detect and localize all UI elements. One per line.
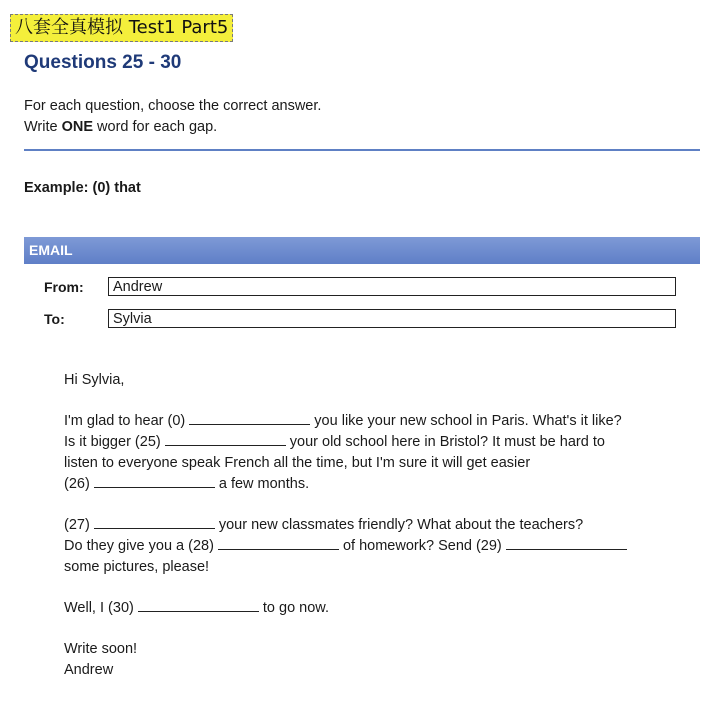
body-text: (27): [64, 517, 94, 533]
paragraph-1: [64, 411, 704, 495]
gap-30-blank: [138, 600, 259, 612]
divider: [24, 149, 700, 151]
body-text: a few months.: [214, 476, 310, 492]
paragraph-2: [64, 515, 704, 578]
gap-25-blank: [165, 434, 286, 446]
body-text: you like your new school in Paris. What's it like?: [310, 413, 622, 429]
body-text: some pictures, please!: [64, 559, 210, 575]
from-label: From:: [44, 279, 84, 295]
gap-26-blank: [94, 476, 215, 488]
signature: Andrew: [64, 662, 114, 678]
email-header-bar: [24, 237, 700, 264]
email-bar-label: EMAIL: [29, 242, 73, 258]
body-text: your old school here in Bristol? It must be hard to: [285, 434, 605, 450]
gap-27-blank: [94, 517, 215, 529]
gap-28-blank: [218, 538, 339, 550]
closing: Write soon!: [64, 641, 138, 657]
body-text: Well, I (30): [64, 600, 138, 616]
instruction-line-2: [24, 117, 321, 138]
instruction-text: Write: [24, 119, 62, 135]
questions-title: Questions 25 - 30: [24, 52, 182, 73]
test-label-tag: 八套全真模拟 Test1 Part5: [10, 14, 233, 42]
from-field: Andrew: [108, 277, 676, 296]
body-text: listen to everyone speak French all the time, but I'm sure it will get easier: [64, 455, 531, 471]
instructions: [24, 96, 321, 138]
email-body: [64, 370, 704, 681]
sign-off: [64, 639, 704, 681]
gap-0-blank: [189, 413, 310, 425]
body-text: Is it bigger (25): [64, 434, 165, 450]
example-answer: Example: (0) that: [24, 180, 141, 196]
greeting: Hi Sylvia,: [64, 372, 125, 388]
body-text: I'm glad to hear (0): [64, 413, 190, 429]
instruction-emphasis: ONE: [61, 119, 94, 135]
body-text: (26): [64, 476, 94, 492]
body-text: your new classmates friendly? What about the teachers?: [214, 517, 584, 533]
paragraph-3: [64, 598, 704, 619]
instruction-line-1: For each question, choose the correct answer.: [24, 98, 322, 114]
body-text: Do they give you a (28): [64, 538, 218, 554]
body-text: of homework? Send (29): [338, 538, 506, 554]
to-label: To:: [44, 311, 65, 327]
instruction-text: word for each gap.: [93, 119, 218, 135]
to-field: Sylvia: [108, 309, 676, 328]
body-text: to go now.: [258, 600, 329, 616]
gap-29-blank: [506, 538, 627, 550]
